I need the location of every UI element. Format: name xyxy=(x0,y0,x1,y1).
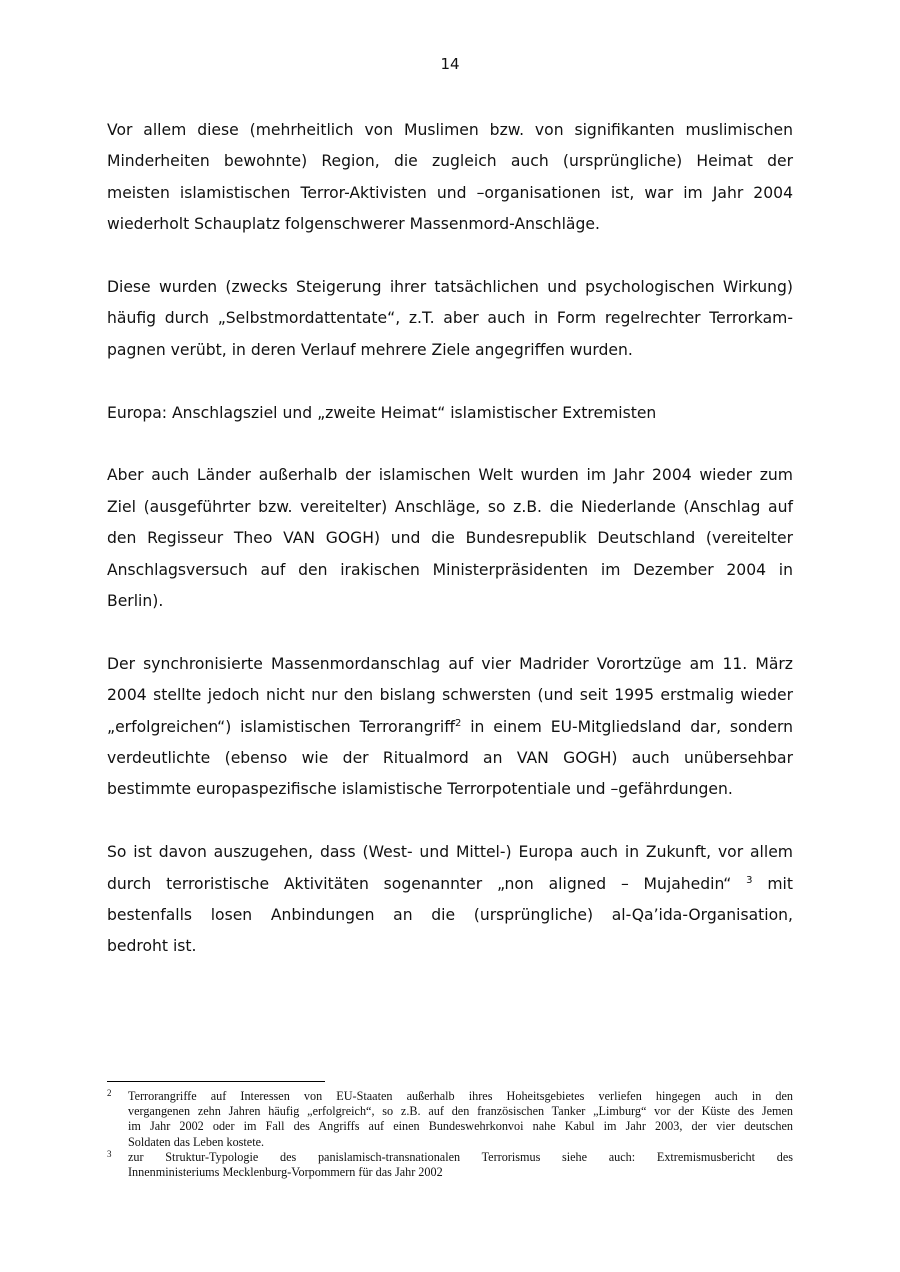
text-line: meisten islamistischen Terror-Aktivisten und –organisationen ist, war im Jahr 2004 xyxy=(107,183,793,202)
footnote-number: 3 xyxy=(107,1148,112,1159)
text-line: Minderheiten bewohnte) Region, die zugleich auch (ursprüngliche) Heimat der xyxy=(107,152,793,171)
paragraph xyxy=(107,460,793,617)
footnote-line: Soldaten das Leben kostete. xyxy=(128,1134,265,1149)
text-line: bestenfalls losen Anbindungen an die (ursprüngliche) al-Qa’ida-Organisation, xyxy=(107,906,793,925)
footnote xyxy=(107,1089,793,1150)
text-line: Der synchronisierte Massenmordanschlag auf vier Madrider Vorortzüge am 11. März xyxy=(107,654,793,673)
text-fragment: „erfolgreichen“) islamistischen Terrorangriff xyxy=(107,717,455,736)
footnotes xyxy=(107,1089,793,1180)
text-line: 2004 stellte jedoch nicht nur den bislang schwersten (und seit 1995 erstmalig wieder xyxy=(107,686,793,705)
text-line: Aber auch Länder außerhalb der islamischen Welt wurden im Jahr 2004 wieder zum xyxy=(107,466,793,485)
text-line: Anschlagsversuch auf den irakischen Ministerpräsidenten im Dezember 2004 in xyxy=(107,560,793,579)
paragraph xyxy=(107,837,793,963)
text-fragment: in einem EU-Mitgliedsland dar, sondern xyxy=(470,717,793,736)
footnote xyxy=(107,1150,793,1180)
text-line: bestimmte europaspezifische islamistische Terrorpotentiale und –gefährdungen. xyxy=(107,780,733,799)
text-line: So ist davon auszugehen, dass (West- und Mittel-) Europa auch in Zukunft, vor allem xyxy=(107,843,793,862)
text-fragment: durch terroristische Aktivitäten sogenannter „non aligned – Mujahedin“ xyxy=(107,874,732,893)
main-text xyxy=(107,115,793,994)
text-line: häufig durch „Selbstmordattentate“, z.T. aber auch in Form regelrechter Terrorkam- xyxy=(107,309,793,328)
footnote-number: 2 xyxy=(107,1088,112,1098)
text-line: Berlin). xyxy=(107,592,164,611)
text-line: Vor allem diese (mehrheitlich von Muslimen bzw. von signifikanten muslimischen xyxy=(107,121,793,139)
text-line: wiederholt Schauplatz folgenschwerer Massenmord-Anschläge. xyxy=(107,215,600,234)
paragraph xyxy=(107,649,793,806)
text-line: den Regisseur Theo VAN GOGH) und die Bundesrepublik Deutschland (vereitelter xyxy=(107,529,793,548)
paragraph xyxy=(107,272,793,366)
text-line-with-footnote xyxy=(107,869,793,900)
text-line: Diese wurden (zwecks Steigerung ihrer tatsächlichen und psychologischen Wirkung) xyxy=(107,278,793,297)
footnote-line: zur Struktur-Typologie des panislamisch-transnationalen Terrorismus siehe auch: Extremismusbericht des xyxy=(128,1149,793,1164)
footnote-line: Terrorangriffe auf Interessen von EU-Staaten außerhalb ihres Hoheitsgebietes verliefen hingegen auch in den xyxy=(128,1089,793,1103)
footnote-ref[interactable]: 3 xyxy=(746,874,753,886)
text-line: bedroht ist. xyxy=(107,937,197,956)
text-line: Ziel (ausgeführter bzw. vereitelter) Anschläge, so z.B. die Niederlande (Anschlag auf xyxy=(107,497,793,516)
paragraph xyxy=(107,115,793,241)
section-heading: Europa: Anschlagsziel und „zweite Heimat“ islamistischer Extremisten xyxy=(107,403,657,422)
footnote-separator xyxy=(107,1081,325,1082)
text-fragment: mit xyxy=(767,874,793,893)
text-line: pagnen verübt, in deren Verlauf mehrere Ziele angegriffen wurden. xyxy=(107,340,633,359)
footnote-ref[interactable]: 2 xyxy=(454,717,462,729)
footnote-line: im Jahr 2002 oder im Fall des Angriffs auf einen Bundeswehrkonvoi nahe Kabul im Jahr 2003, der vier deutschen xyxy=(128,1119,793,1134)
text-line-with-footnote xyxy=(107,712,793,743)
text-line: verdeutlichte (ebenso wie der Ritualmord an VAN GOGH) auch unübersehbar xyxy=(107,749,793,768)
footnote-line: Innenministeriums Mecklenburg-Vorpommern für das Jahr 2002 xyxy=(128,1165,443,1180)
page-number: 14 xyxy=(440,55,460,73)
footnote-line: vergangenen zehn Jahren häufig „erfolgreich“, so z.B. auf den französischen Tanker „Limburg“ vor der Küste des Jemen xyxy=(128,1104,793,1119)
